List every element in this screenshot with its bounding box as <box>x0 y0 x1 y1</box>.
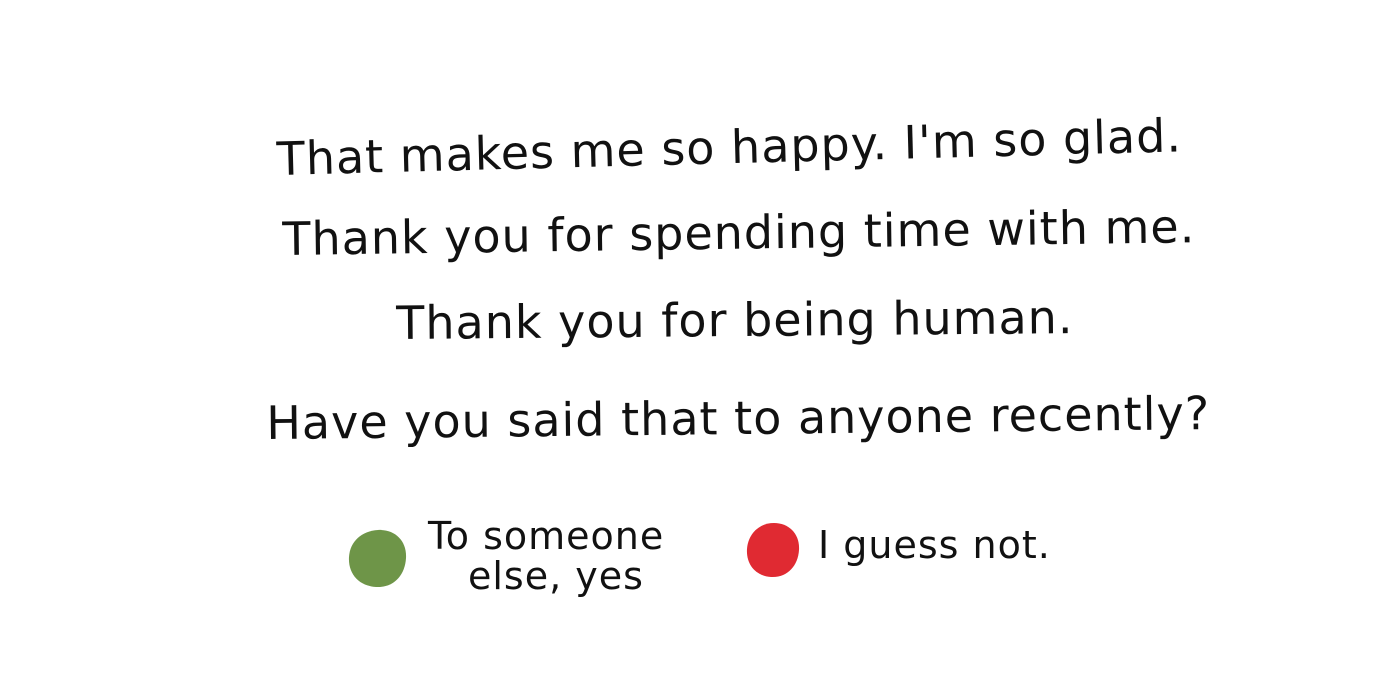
green-dot-icon[interactable] <box>346 526 410 590</box>
choice-yes-button[interactable] <box>346 514 665 598</box>
message-line-3: Thank you for being human. <box>396 290 1074 350</box>
red-dot-icon[interactable] <box>744 520 802 580</box>
message-question: Have you said that to anyone recently? <box>266 386 1211 450</box>
choice-no-label[interactable]: I guess not. <box>818 523 1051 567</box>
message-line-2: Thank you for spending time with me. <box>282 199 1196 266</box>
choice-yes-label[interactable]: To someone else, yes <box>428 514 665 598</box>
choice-no-button[interactable] <box>744 520 1051 580</box>
message-line-1: That makes me so happy. I'm so glad. <box>276 108 1183 186</box>
